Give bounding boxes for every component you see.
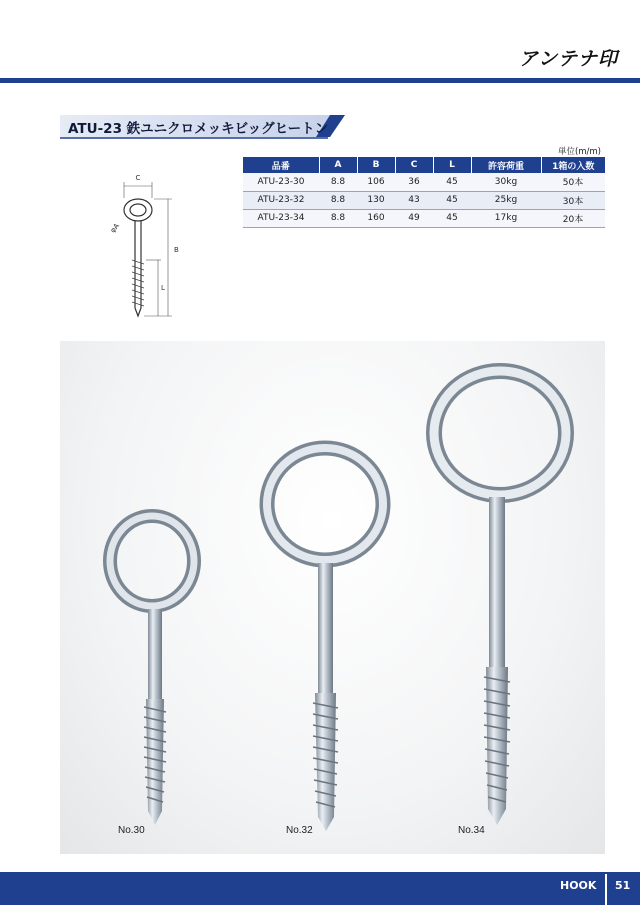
table-cell: ATU-23-34: [243, 209, 319, 227]
eye-screw-no32: [267, 448, 383, 831]
table-cell: ATU-23-32: [243, 191, 319, 209]
table-cell: 45: [433, 191, 471, 209]
footer-section-label: HOOK: [560, 879, 597, 892]
unit-label: 単位(m/m): [557, 147, 601, 157]
eye-screw-drawing-icon: [108, 168, 188, 328]
table-cell: 45: [433, 209, 471, 227]
dimension-diagram: [108, 168, 188, 328]
table-cell: 43: [395, 191, 433, 209]
table-cell: 30kg: [471, 173, 541, 191]
header-cell: C: [395, 157, 433, 173]
header-cell: 1箱の入数: [541, 157, 605, 173]
eye-screw-no34: [434, 371, 566, 825]
table-cell: 160: [357, 209, 395, 227]
eye-screws-photo-icon: [60, 341, 605, 854]
table-cell: 20本: [541, 209, 605, 227]
table-cell: 45: [433, 173, 471, 191]
table-cell: ATU-23-30: [243, 173, 319, 191]
table-cell: 8.8: [319, 209, 357, 227]
product-title: ATU-23 鉄ユニクロメッキビッグヒートン: [68, 121, 329, 137]
footer-bar: [0, 872, 640, 905]
brand-logo: アンテナ印: [518, 48, 618, 70]
caption-no30: No.30: [118, 825, 145, 836]
table-cell: 25kg: [471, 191, 541, 209]
table-cell: 36: [395, 173, 433, 191]
table-cell: 50本: [541, 173, 605, 191]
header-cell: L: [433, 157, 471, 173]
caption-no34: No.34: [458, 825, 485, 836]
spec-table: [243, 157, 605, 228]
header-cell: 許容荷重: [471, 157, 541, 173]
diagram-label-c: C: [135, 174, 141, 182]
table-row: [243, 209, 605, 227]
page-number: 51: [615, 879, 631, 892]
header-cell: A: [319, 157, 357, 173]
header-cell: B: [357, 157, 395, 173]
product-title-bar: [60, 113, 345, 139]
table-cell: 130: [357, 191, 395, 209]
diagram-label-l: L: [161, 284, 165, 292]
header-cell: 品番: [243, 157, 319, 173]
table-row: [243, 191, 605, 209]
table-cell: 49: [395, 209, 433, 227]
table-cell: 30本: [541, 191, 605, 209]
eye-screw-no30: [110, 516, 194, 825]
diagram-label-b: B: [174, 246, 179, 254]
table-header-row: [243, 157, 605, 173]
header-rule: [0, 78, 640, 83]
caption-no32: No.32: [286, 825, 313, 836]
table-row: [243, 173, 605, 191]
table-cell: 8.8: [319, 173, 357, 191]
table-cell: 8.8: [319, 191, 357, 209]
table-cell: 17kg: [471, 209, 541, 227]
product-photo: [60, 341, 605, 854]
footer-divider: [605, 874, 607, 905]
table-cell: 106: [357, 173, 395, 191]
diagram-label-a: φA: [108, 222, 122, 235]
